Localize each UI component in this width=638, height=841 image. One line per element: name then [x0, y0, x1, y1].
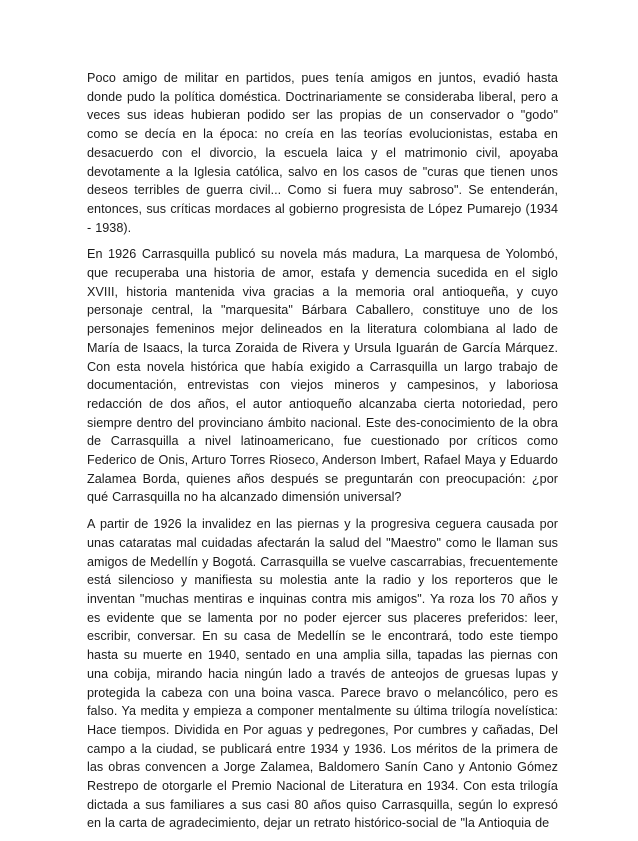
- paragraph-marquesa-de-yolombo: En 1926 Carrasquilla publicó su novela más madura, La marquesa de Yolombó, que recuperaba una historia de amor, estafa y demencia sucedida en el siglo XVIII, historia mantenida viva gracias a la memoria oral antioqueña, y cuyo personaje central, la "marquesita" Bárbara Caballero, constituye uno de los personajes femeninos mejor delineados en la literatura colombiana al lado de María de Isaacs, la turca Zoraida de Rivera y Ursula Iguarán de García Márquez. Con esta novela histórica que había exigido a Carrasquilla un largo trabajo de documentación, entrevistas con viejos mineros y campesinos, y laboriosa redacción de dos años, el autor antioqueño alcanzaba cierta notoriedad, pero siempre dentro del provinciano ámbito nacional. Este des-conocimiento de la obra de Carrasquilla a nivel latinoamericano, fue cuestionado por críticos como Federico de Onis, Arturo Torres Rioseco, Anderson Imbert, Rafael Maya y Eduardo Zalamea Borda, quienes años después se preguntarán con preocupación: ¿por qué Carrasquilla no ha alcanzado dimensión universal?: [87, 247, 558, 505]
- document-page: [87, 69, 558, 841]
- paragraph-political-views: Poco amigo de militar en partidos, pues tenía amigos en juntos, evadió hasta donde pudo la política doméstica. Doctrinariamente se consideraba liberal, pero a veces sus ideas hubieran podido ser las propias de un conservador o "godo" como se decía en la época: no creía en las teorías evolucionistas, estaba en desacuerdo con el divorcio, la escuela laica y el matrimonio civil, apoyaba devotamente a la Iglesia católica, salvo en los casos de "curas que tienen unos deseos terribles de guerra civil... Como si fuera muy sabroso". Se entenderán, entonces, sus críticas mordaces al gobierno progresista de López Pumarejo (1934 - 1938).: [87, 71, 558, 235]
- paragraph-later-years: A partir de 1926 la invalidez en las piernas y la progresiva ceguera causada por unas cataratas mal cuidadas afectarán la salud del "Maestro" como le llaman sus amigos de Medellín y Bogotá. Carrasquilla se vuelve cascarrabias, frecuentemente está silencioso y manifiesta su molestia ante la radio y los reporteros que le inventan "muchas mentiras e inquinas contra mis amigos". Ya roza los 70 años y es evidente que se lamenta por no poder ejercer sus placeres preferidos: leer, escribir, conversar. En su casa de Medellín se le encontrará, todo este tiempo hasta su muerte en 1940, sentado en una amplia silla, tapadas las piernas con una cobija, mirando hacia ningún lado a través de anteojos de gruesas lupas y protegida la cabeza con una boina vasca. Parece bravo o melancólico, pero es falso. Ya medita y empieza a componer mentalmente su última trilogía novelística: Hace tiempos. Dividida en Por aguas y pedregones, Por cumbres y cañadas, Del campo a la ciudad, se publicará entre 1934 y 1936. Los méritos de la primera de las obras convencen a Jorge Zalamea, Baldomero Sanín Cano y Antonio Gómez Restrepo de otorgarle el Premio Nacional de Literatura en 1934. Con esta trilogía dictada a sus familiares a sus casi 80 años quiso Carrasquilla, según lo expresó en la carta de agradecimiento, dejar un retrato histórico-social de "la Antioquia de: [87, 517, 558, 831]
